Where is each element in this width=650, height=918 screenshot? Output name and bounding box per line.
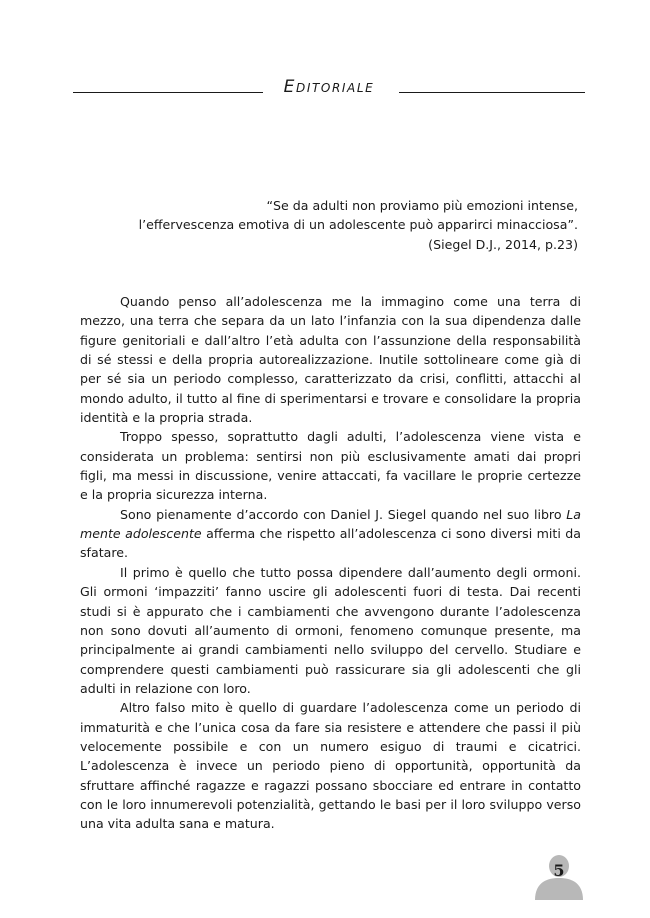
book-title: La mente adolescente	[80, 506, 581, 542]
epigraph-line-1: “Se da adulti non proviamo più emozioni intense,	[266, 198, 578, 213]
page-footer	[531, 854, 587, 900]
paragraph-3	[80, 505, 581, 563]
header-rule-right	[399, 92, 585, 93]
epigraph-line-2: l’effervescenza emotiva di un adolescente può apparirci minacciosa”.	[138, 217, 578, 233]
paragraph-1: Quando penso all’adolescenza me la immagino come una terra di mezzo, una terra che separa da un lato l’infanzia con la sua dipendenza dalle figure genitoriali e dall’altro l’età adulta con l’assunzione della responsabilità di sé stessi e della propria autorealizzazione. Inutile sottolineare come già di per sé sia un periodo complesso, caratterizzato da crisi, conflitti, attacchi al mondo adulto, il tutto al fine di sperimentarsi e trovare e consolidare la propria identità e la propria strada.	[80, 294, 581, 426]
epigraph-citation: (Siegel D.J., 2014, p.23)	[428, 236, 578, 252]
article-body	[80, 292, 581, 834]
section-header	[73, 76, 585, 100]
paragraph-2: Troppo spesso, soprattutto dagli adulti, l’adolescenza viene vista e considerata un problema: sentirsi non più esclusivamente amati dai propri figli, ma messi in discussione, venire attaccati, fa vacillare le proprie certezze e la propria sicurezza interna.	[80, 429, 581, 503]
paragraph-4: Il primo è quello che tutto possa dipendere dall’aumento degli ormoni. Gli ormoni ‘impazziti’ fanno uscire gli adolescenti fuori di testa. Dai recenti studi si è appurato che i cambiamenti che avvengono durante l’adolescenza non sono dovuti all’aumento di ormoni, fenomeno comunque presente, ma principalmente ai grandi cambiamenti nello sviluppo del cervello. Studiare e comprendere questi cambiamenti può rassicurare sia gli adolescenti che gli adulti in relazione con loro.	[80, 564, 581, 696]
epigraph	[108, 196, 578, 254]
page-number: 5	[553, 861, 565, 880]
section-title: Editoriale	[283, 77, 375, 97]
paragraph-3-text-end: afferma che rispetto all’adolescenza ci sono diversi miti da sfatare.	[80, 526, 581, 561]
paragraph-3-text-start: Sono pienamente d’accordo con Daniel J. Siegel quando nel suo libro	[120, 506, 567, 522]
paragraph-5: Altro falso mito è quello di guardare l’adolescenza come un periodo di immaturità e che l’unica cosa da fare sia resistere e attendere che passi il più velocemente possibile e con un numero esiguo di traumi e cicatrici. L’adolescenza è invece un periodo pieno di opportunità, opportunità da sfruttare affinché ragazze e ragazzi possano sbocciare ed entrare in contatto con le loro innumerevoli potenzialità, gettando le basi per il loro sviluppo verso una vita adulta sana e matura.	[80, 700, 581, 832]
